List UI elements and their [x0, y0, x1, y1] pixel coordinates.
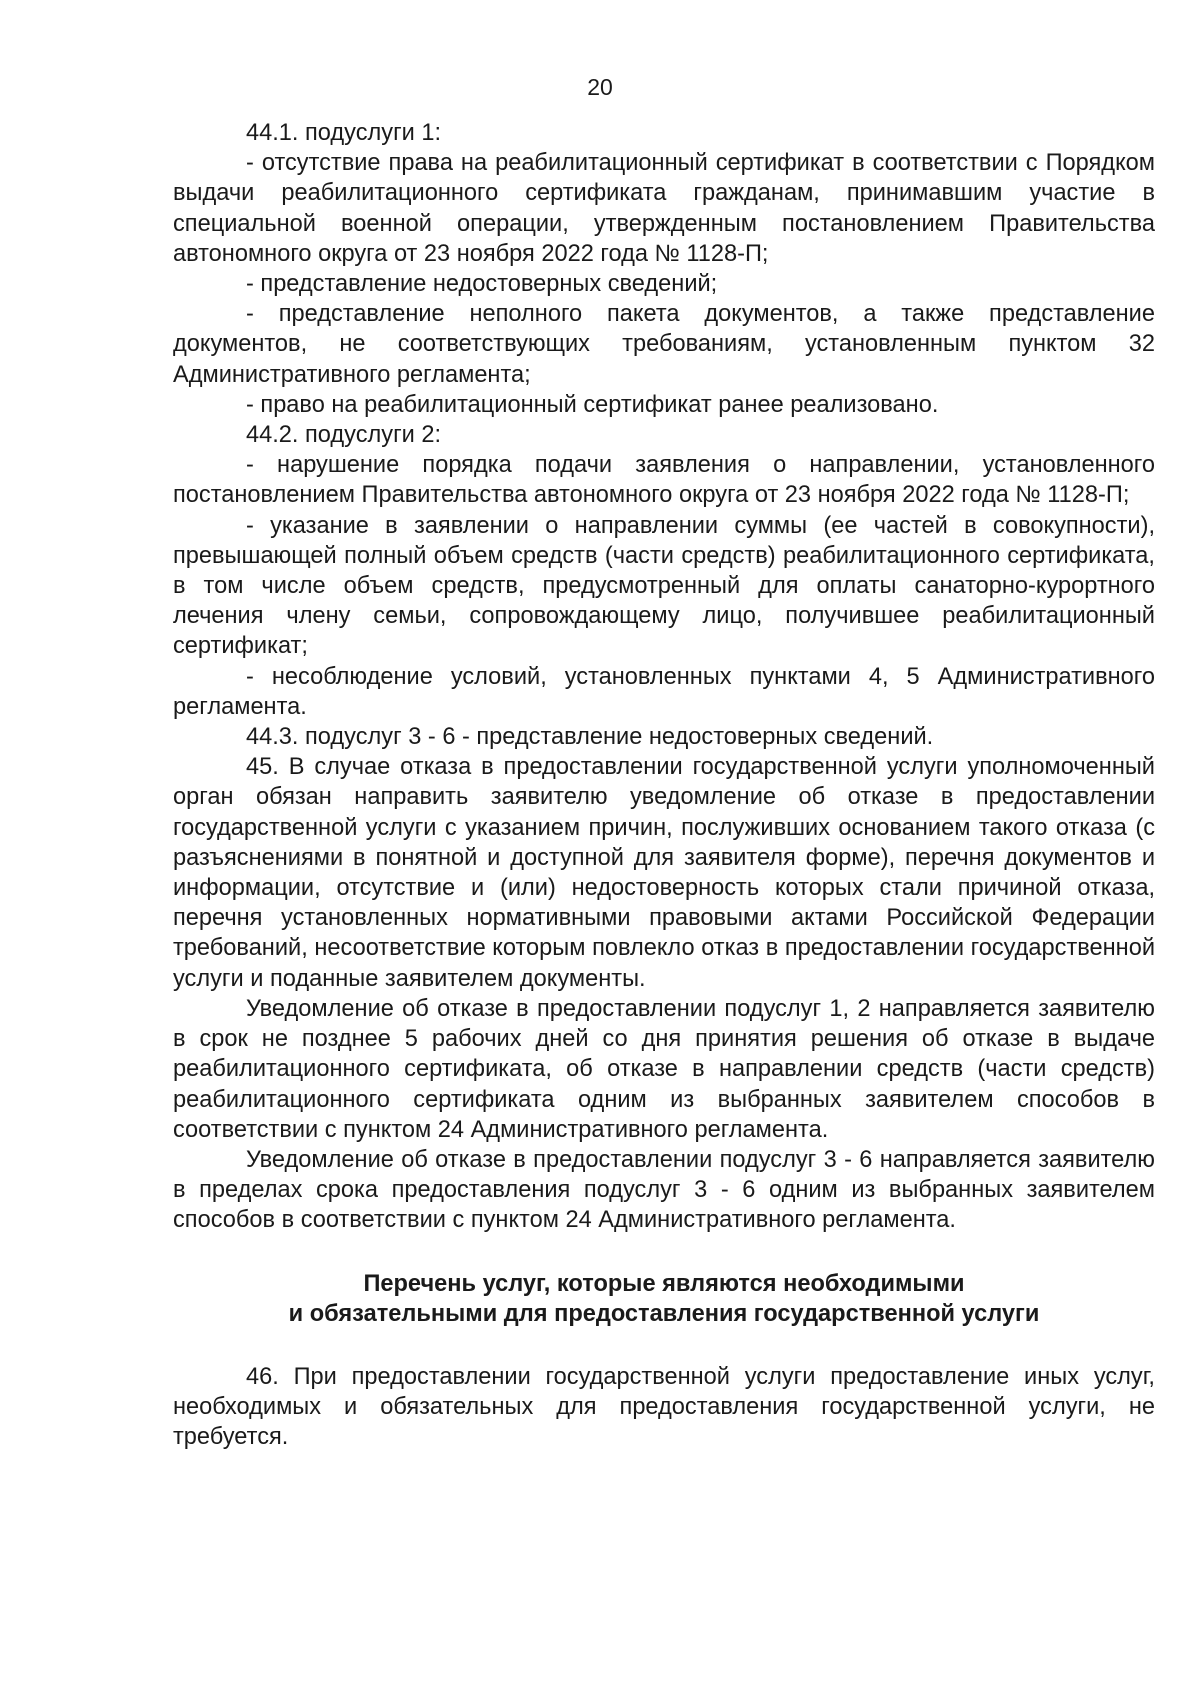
clause-44-1-item: - отсутствие права на реабилитационный сертификат в соответствии с Порядком выдачи реабилитационного сертификата гражданам, принимавшим участие в специальной военной операции, утвержденным постановлением Правительства автономного округа от 23 ноября 2022 года № 1128-П;	[173, 150, 1155, 267]
clause-44-3: 44.3. подуслуг 3 - 6 - представление недостоверных сведений.	[246, 724, 934, 751]
clause-44-1-item: - право на реабилитационный сертификат ранее реализовано.	[246, 391, 939, 418]
notice-paragraph: Уведомление об отказе в предоставлении подуслуг 1, 2 направляется заявителю в срок не позднее 5 рабочих дней со дня принятия решения об отказе в выдаче реабилитационного сертификата, об отказе в направлении средств (части средств) реабилитационного сертификата одним из выбранных заявителем способов в соответствии с пунктом 24 Административного регламента.	[173, 995, 1155, 1143]
clause-46: 46. При предоставлении государственной услуги предоставление иных услуг, необходимых и обязательных для предоставления государственной услуги, не требуется.	[173, 1363, 1155, 1451]
clause-44-1-item: - представление неполного пакета документов, а также представление документов, не соответствующих требованиям, установленным пунктом 32 Административного регламента;	[173, 301, 1155, 388]
clause-44-2-item: - указание в заявлении о направлении суммы (ее частей в совокупности), превышающей полный объем средств (части средств) реабилитационного сертификата, в том числе объем средств, предусмотренный для оплаты санаторно-курортного лечения члену семьи, сопровождающему лицо, получившее реабилитационный сертификат;	[173, 512, 1155, 660]
document-body	[173, 118, 1155, 1453]
section-heading	[173, 1269, 1155, 1329]
clause-44-2-item: - несоблюдение условий, установленных пунктами 4, 5 Административного регламента.	[173, 663, 1155, 720]
notice-paragraph: Уведомление об отказе в предоставлении подуслуг 3 - 6 направляется заявителю в пределах срока предоставления подуслуг 3 - 6 одним из выбранных заявителем способов в соответствии с пунктом 24 Административного регламента.	[173, 1146, 1155, 1234]
clause-45: 45. В случае отказа в предоставлении государственной услуги уполномоченный орган обязан направить заявителю уведомление об отказе в предоставлении государственной услуги с указанием причин, послуживших основанием такого отказа (с разъяснениями в понятной и доступной для заявителя форме), перечня документов и информации, отсутствие и (или) недостоверность которых стали причиной отказа, перечня установленных нормативными правовыми актами Российской Федерации требований, несоответствие которым повлекло отказ в предоставлении государственной услуги и поданные заявителем документы.	[173, 754, 1155, 992]
clause-44-1-item: - представление недостоверных сведений;	[246, 271, 718, 298]
clause-44-2-title: 44.2. подуслуги 2:	[246, 422, 442, 449]
clause-44-2-item: - нарушение порядка подачи заявления о направлении, установленного постановлением Правительства автономного округа от 23 ноября 2022 года № 1128-П;	[173, 452, 1155, 509]
section-heading-line: и обязательными для предоставления государственной услуги	[288, 1300, 1040, 1327]
page-number: 20	[587, 74, 613, 100]
section-heading-line: Перечень услуг, которые являются необходимыми	[363, 1270, 965, 1297]
clause-44-1-title: 44.1. подуслуги 1:	[246, 120, 442, 146]
